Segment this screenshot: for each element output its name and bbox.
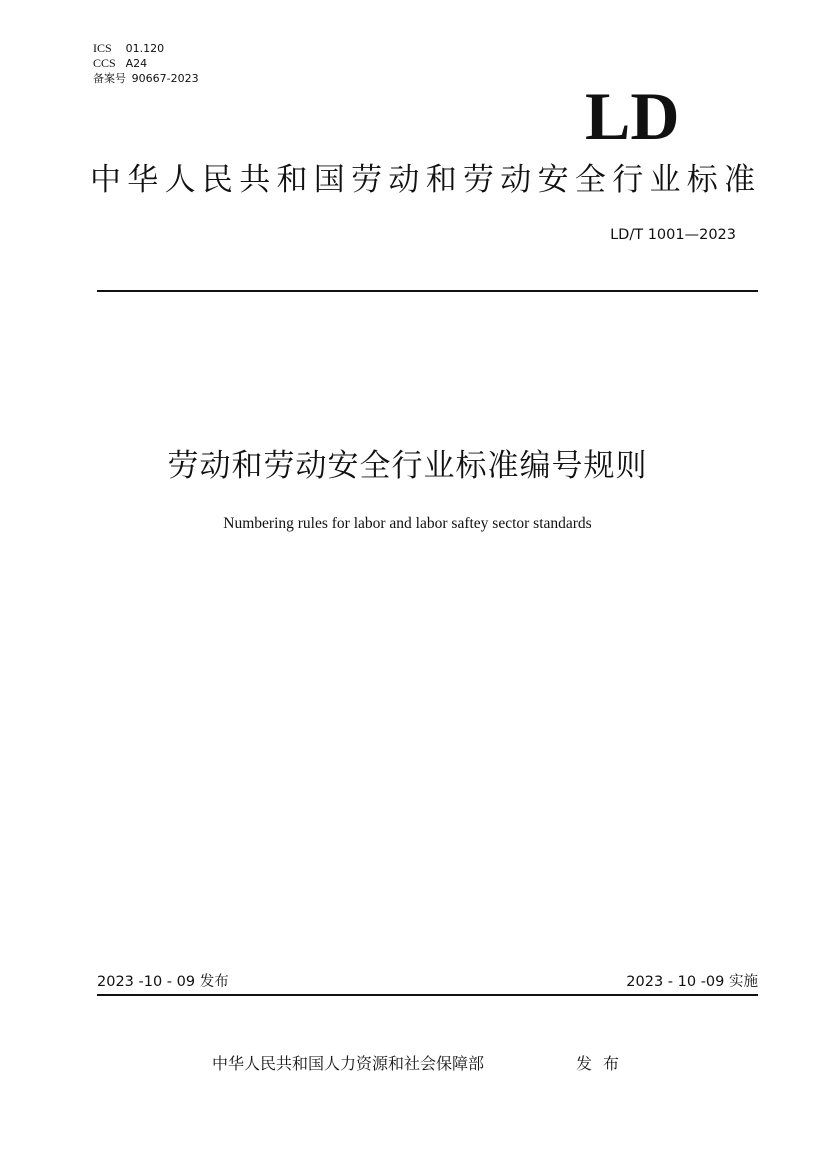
- ccs-label: CCS: [93, 56, 116, 70]
- document-subtitle-english: Numbering rules for labor and labor saftey sector standards: [223, 515, 592, 532]
- bottom-divider: [97, 994, 758, 996]
- record-row: [93, 71, 199, 86]
- top-divider: [97, 290, 758, 292]
- ccs-value: A24: [125, 57, 148, 70]
- ics-label: ICS: [93, 41, 112, 55]
- standard-logo: LD: [585, 78, 680, 154]
- ccs-row: [93, 56, 199, 71]
- publish-label: 发布: [576, 1054, 631, 1073]
- record-label: 备案号: [93, 72, 126, 85]
- ics-row: [93, 41, 199, 56]
- implementation-date: 2023 - 10 -09 实施: [626, 974, 758, 990]
- publisher: 中华人民共和国人力资源和社会保障部: [212, 1054, 485, 1073]
- classification-block: [93, 41, 199, 86]
- standard-code: LD/T 1001—2023: [610, 227, 736, 243]
- issue-date: 2023 -10 - 09 发布: [97, 974, 229, 990]
- document-title: 劳动和劳动安全行业标准编号规则: [167, 448, 648, 484]
- record-value: 90667-2023: [131, 72, 199, 85]
- ics-value: 01.120: [125, 42, 165, 55]
- standard-type-heading: 中华人民共和国劳动和劳动安全行业标准: [90, 162, 762, 198]
